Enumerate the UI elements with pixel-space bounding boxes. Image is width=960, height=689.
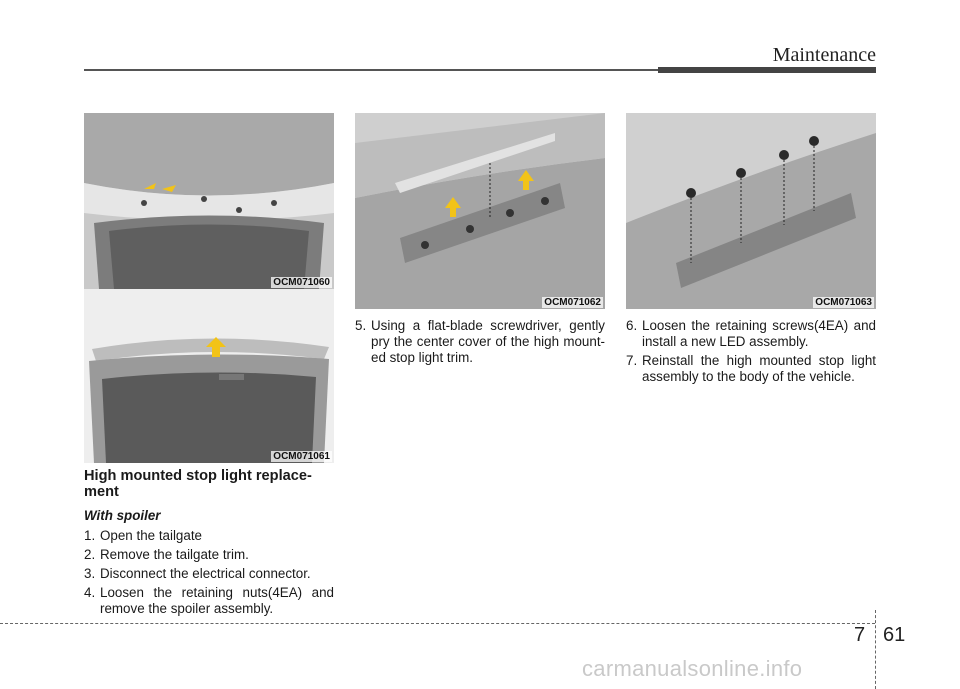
chapter-number: 7 xyxy=(854,624,866,646)
step-item: 5. Using a flat-blade screwdriver, gently pry the center cover of the high mount-ed stop light trim. xyxy=(355,318,605,365)
step-item: 1. Open the tailgate xyxy=(84,528,202,543)
section-title: Maintenance xyxy=(772,44,876,66)
figure-center-cover xyxy=(355,113,605,309)
step-list xyxy=(355,318,605,366)
figure-id: OCM071063 xyxy=(815,297,872,308)
step-list xyxy=(84,528,334,617)
column-1-text xyxy=(84,468,334,620)
spoiler-illustration xyxy=(84,289,334,463)
section-heading: High mounted stop light replace-ment xyxy=(84,468,312,500)
figure-tailgate-interior xyxy=(84,113,334,289)
column-2-text xyxy=(355,314,605,369)
center-cover-illustration xyxy=(355,113,605,309)
step-item: 2. Remove the tailgate trim. xyxy=(84,547,249,562)
subheading: With spoiler xyxy=(84,508,161,523)
figure-id: OCM071060 xyxy=(273,277,330,288)
tailgate-interior-illustration xyxy=(84,113,334,289)
step-item: 3. Disconnect the electrical connector. xyxy=(84,566,311,581)
step-list xyxy=(626,318,876,385)
step-item: 6. Loosen the retaining screws(4EA) and install a new LED assembly. xyxy=(626,318,876,349)
step-item: 7. Reinstall the high mounted stop light assembly to the body of the vehicle. xyxy=(626,353,876,384)
header-rule-thick xyxy=(658,67,876,73)
figure-id: OCM071062 xyxy=(544,297,601,308)
footer-rule xyxy=(0,623,875,624)
footer-divider xyxy=(875,610,876,689)
column-3-text xyxy=(626,314,876,388)
figure-retaining-screws xyxy=(626,113,876,309)
header-rule-thin xyxy=(84,69,658,71)
retaining-screws-illustration xyxy=(626,113,876,309)
page-number: 61 xyxy=(883,624,906,646)
step-item: 4. Loosen the retaining nuts(4EA) and remove the spoiler assembly. xyxy=(84,585,334,616)
figure-tailgate-exterior xyxy=(84,289,334,463)
figure-id: OCM071061 xyxy=(273,451,330,462)
watermark: carmanualsonline.info xyxy=(582,656,803,681)
